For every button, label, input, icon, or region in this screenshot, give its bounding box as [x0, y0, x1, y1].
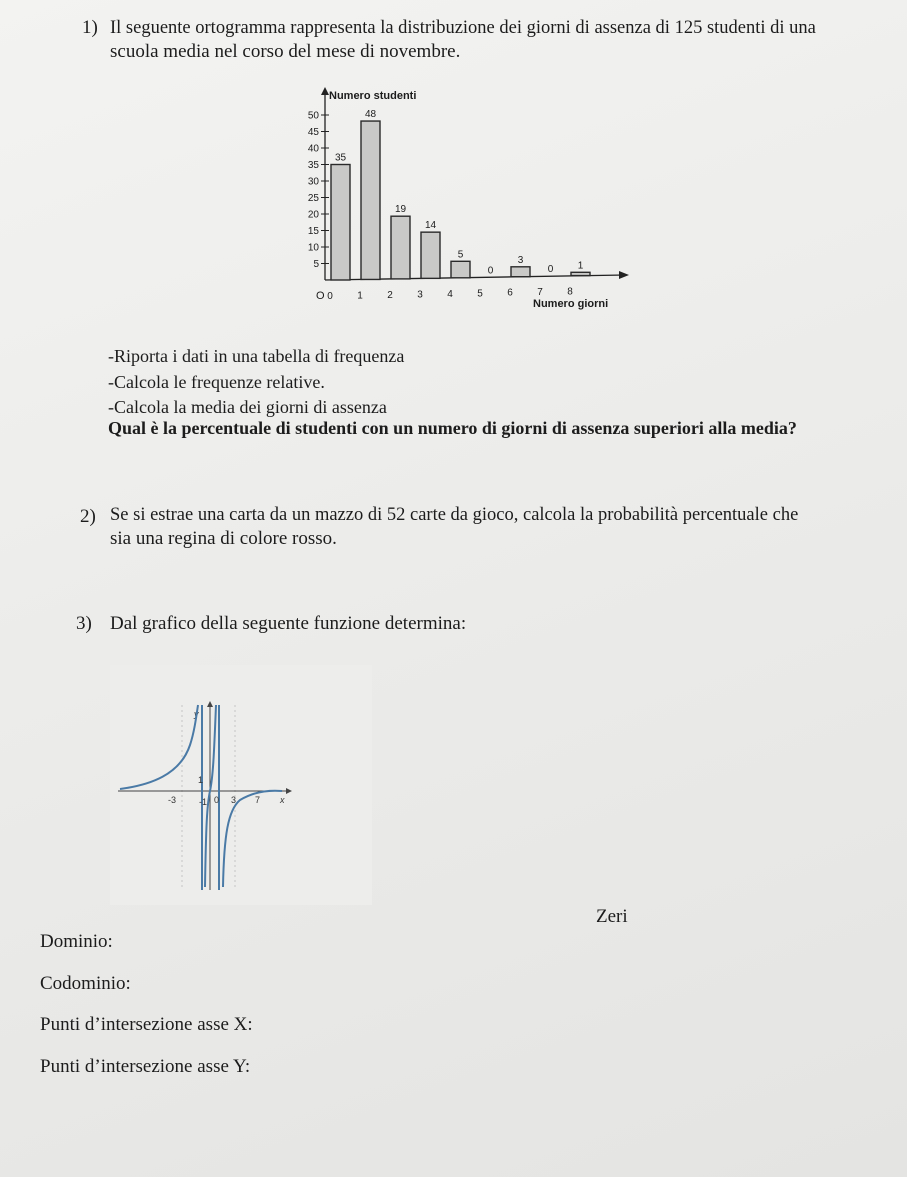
task-4-question: Qual è la percentuale di studenti con un numero di giorni di assenza superiori alla media? — [108, 418, 797, 438]
x-tick-label: 5 — [477, 288, 483, 300]
bar — [511, 267, 530, 277]
exercise-1-text-line1: Il seguente ortogramma rappresenta la distribuzione dei giorni di assenza di 125 studenti di una — [110, 18, 816, 38]
bar-value-label: 35 — [334, 152, 347, 164]
bar — [361, 121, 380, 279]
bar — [451, 261, 470, 278]
bar-value-label: 5 — [457, 249, 464, 261]
y-intersection-field: Punti d’intersezione asse Y: — [40, 1056, 251, 1077]
bar-value-label: 0 — [547, 264, 554, 276]
bar — [571, 272, 590, 275]
bar-chart — [295, 85, 635, 325]
y-axis-arrow — [321, 87, 329, 95]
tick-label-3: 3 — [231, 795, 237, 805]
task-3: -Calcola la media dei giorni di assenza — [108, 397, 387, 417]
exercise-3-title: Dal grafico della seguente funzione determina: — [110, 613, 467, 634]
x-tick-label: 0 — [327, 291, 333, 302]
bar-value-label: 48 — [364, 109, 377, 121]
exercise-1-text-line2: scuola media nel corso del mese di novembre. — [110, 41, 461, 62]
function-graph — [110, 665, 372, 905]
task-1: -Riporta i dati in una tabella di frequenza — [108, 346, 405, 366]
y-tick-label: 40 — [307, 143, 319, 155]
x-tick-label: 2 — [387, 289, 393, 301]
bar-value-label: 0 — [487, 265, 494, 277]
y-tick-label: 45 — [307, 127, 319, 138]
x-tick-label: 7 — [537, 287, 543, 299]
y-tick-label: 20 — [307, 209, 319, 221]
exercise-3-number: 3) — [76, 613, 92, 634]
tick-label-0: 0 — [214, 795, 220, 805]
bars — [331, 109, 590, 280]
exercise-2-text-line1: Se si estrae una carta da un mazzo di 52 carte da gioco, calcola la probabilità percentuale che — [110, 505, 799, 525]
x-axis-arrow — [619, 271, 629, 279]
y-axis-label: Numero studenti — [329, 90, 417, 102]
bar-value-label: 1 — [577, 260, 584, 272]
curve-right-branch — [223, 791, 282, 887]
y-ticks — [308, 111, 329, 271]
graph-x-axis-arrow — [286, 788, 292, 794]
y-tick-label: 15 — [307, 226, 319, 237]
task-2: -Calcola le frequenze relative. — [108, 372, 325, 392]
graph-x-label: x — [280, 795, 285, 805]
zeri-label: Zeri — [596, 906, 628, 927]
bar — [331, 165, 350, 281]
tick-label-neg3: -3 — [168, 795, 177, 805]
y-tick-label: 50 — [307, 110, 319, 122]
bar-value-label: 3 — [517, 254, 524, 266]
y-tick-label: 35 — [307, 160, 319, 171]
exercise-1-number: 1) — [82, 17, 98, 38]
codominio-field: Codominio: — [40, 973, 131, 994]
bar-value-label: 19 — [394, 204, 407, 216]
tick-label-7: 7 — [255, 795, 261, 805]
y-tick-label: 10 — [307, 242, 319, 254]
y-tick-label: 30 — [307, 176, 319, 188]
tick-label-neg1: -1 — [199, 797, 208, 807]
x-axis-label: Numero giorni — [533, 298, 609, 310]
exercise-2-text-line2: sia una regina di colore rosso. — [110, 528, 337, 549]
tick-label-y1: 1 — [198, 775, 204, 785]
exercise-2-number: 2) — [80, 506, 96, 527]
curve-left-branch — [120, 705, 198, 789]
x-tick-label: 8 — [567, 286, 573, 298]
x-tick-label: 1 — [357, 290, 363, 302]
graph-y-axis-arrow — [207, 701, 213, 707]
bar — [421, 232, 440, 278]
y-tick-label: 5 — [313, 259, 319, 270]
x-tick-label: 6 — [507, 287, 513, 299]
graph-y-label: y — [194, 709, 199, 719]
y-tick-label: 25 — [307, 193, 319, 204]
bar — [391, 216, 410, 279]
origin-label: O — [316, 290, 325, 302]
bar-value-label: 14 — [424, 220, 437, 232]
x-intersection-field: Punti d’intersezione asse X: — [40, 1014, 253, 1035]
dominio-field: Dominio: — [40, 931, 113, 952]
x-tick-label: 4 — [447, 288, 453, 300]
x-tick-label: 3 — [417, 289, 423, 301]
